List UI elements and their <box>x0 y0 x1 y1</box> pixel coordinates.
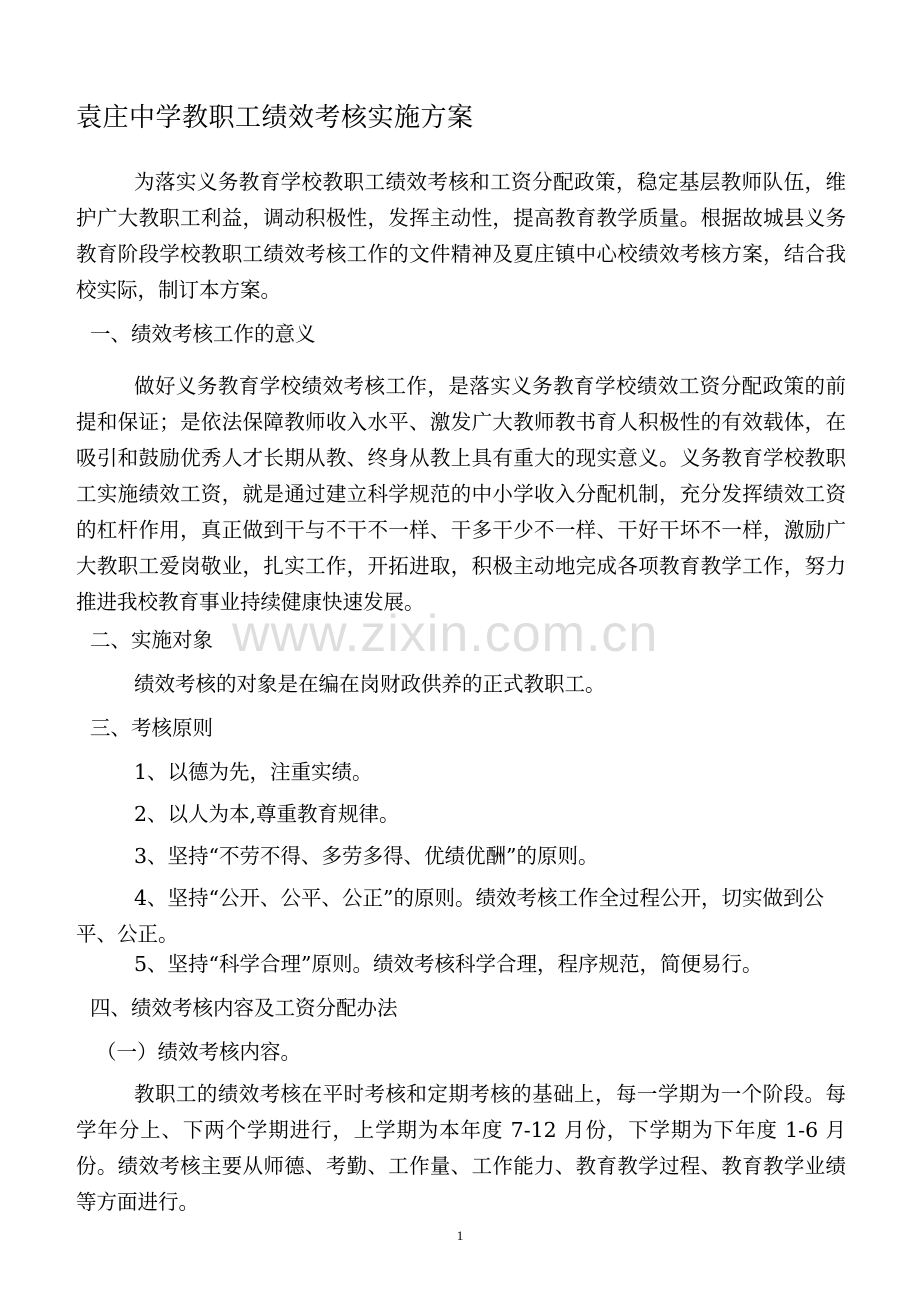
section-2-body: 绩效考核的对象是在编在岗财政供养的正式教职工。 <box>134 672 606 696</box>
intro-paragraph: 为落实义务教育学校教职工绩效考核和工资分配政策，稳定基层教师队伍，维护广大教职工利益，调动积极性，发挥主动性，提高教育教学质量。根据故城县义务教育阶段学校教职工绩效考核工作的文件精神及夏庄镇中心校绩效考核方案，结合我校实际，制订本方案。 <box>76 170 846 302</box>
document-title: 袁庄中学教职工绩效考核实施方案 <box>76 103 474 133</box>
section-4-subheading: （一）绩效考核内容。 <box>96 1040 301 1064</box>
principle-item: 4、坚持“公开、公平、公正”的原则。绩效考核工作全过程公开，切实做到公平、公正。 <box>76 886 825 946</box>
principle-item: 2、以人为本,尊重教育规律。 <box>134 802 400 826</box>
section-3-heading: 三、考核原则 <box>90 716 213 740</box>
section-4-body: 教职工的绩效考核在平时考核和定期考核的基础上，每一学期为一个阶段。每学年分上、下两个学期进行，上学期为本年度 7-12 月份，下学期为下年度 1-6 月份。绩效考核主要从师德、考勤、工作量、工作能力、教育教学过程、教育教学业绩等方面进行。 <box>76 1082 846 1214</box>
page-number: 1 <box>456 1228 464 1243</box>
section-1-heading: 一、绩效考核工作的意义 <box>90 322 316 346</box>
principle-item: 5、坚持“科学合理”原则。绩效考核科学合理，程序规范，简便易行。 <box>134 952 763 976</box>
principle-item: 3、坚持“不劳不得、多劳多得、优绩优酬”的原则。 <box>134 844 599 868</box>
watermark: www.zixin.com.cn <box>232 605 659 663</box>
section-2-heading: 二、实施对象 <box>90 628 213 652</box>
section-1-body: 做好义务教育学校绩效考核工作，是落实义务教育学校绩效工资分配政策的前提和保证；是依法保障教师收入水平、激发广大教师教书育人积极性的有效载体，在吸引和鼓励优秀人才长期从教、终身从教上具有重大的现实意义。义务教育学校教职工实施绩效工资，就是通过建立科学规范的中小学收入分配机制，充分发挥绩效工资的杠杆作用，真正做到干与不干不一样、干多干少不一样、干好干坏不一样，激励广大教职工爱岗敬业，扎实工作，开拓进取，积极主动地完成各项教育教学工作，努力推进我校教育事业持续健康快速发展。 <box>76 374 846 614</box>
principle-item: 1、以德为先，注重实绩。 <box>134 760 373 784</box>
section-4-heading: 四、绩效考核内容及工资分配办法 <box>90 996 398 1020</box>
